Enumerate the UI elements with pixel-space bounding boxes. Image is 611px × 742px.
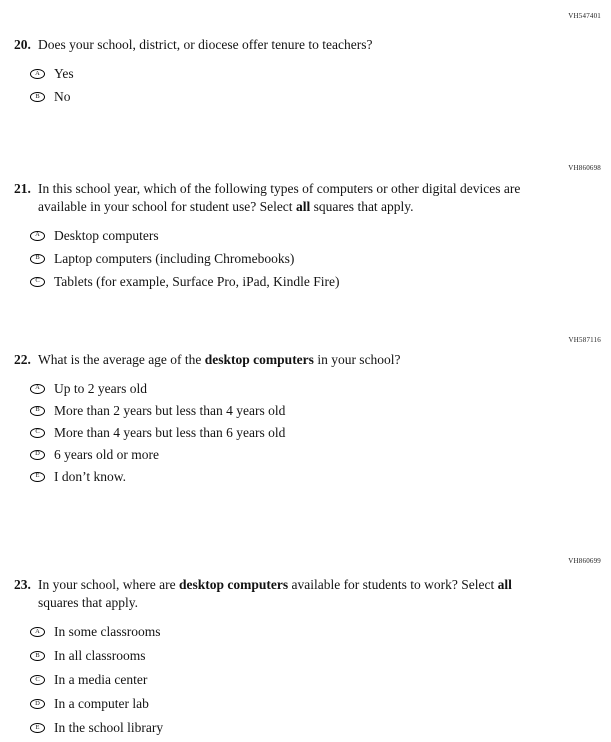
- answer-oval-icon[interactable]: B: [30, 651, 45, 661]
- question-text-part: desktop computers: [204, 352, 314, 367]
- options-list: [30, 63, 543, 109]
- answer-oval-icon[interactable]: C: [30, 428, 45, 438]
- answer-option[interactable]: [30, 400, 543, 422]
- answer-option[interactable]: [30, 270, 543, 293]
- option-label: In a media center: [54, 672, 148, 688]
- answer-option[interactable]: [30, 378, 543, 400]
- answer-oval-icon[interactable]: E: [30, 472, 45, 482]
- answer-option[interactable]: [30, 620, 543, 644]
- answer-oval-icon[interactable]: E: [30, 723, 45, 733]
- options-list: [30, 620, 543, 740]
- option-label: In the school library: [54, 720, 164, 736]
- answer-oval-icon[interactable]: D: [30, 450, 45, 460]
- option-label: No: [54, 89, 71, 105]
- answer-option[interactable]: [30, 63, 543, 86]
- answer-option[interactable]: [30, 422, 543, 444]
- answer-oval-icon[interactable]: D: [30, 699, 45, 709]
- option-label: Tablets (for example, Surface Pro, iPad, Kindle Fire): [54, 273, 340, 289]
- question-text-part: all: [497, 577, 512, 592]
- option-label: More than 2 years but less than 4 years old: [54, 402, 286, 418]
- option-label: Up to 2 years old: [54, 380, 147, 396]
- question-number: 21.: [14, 181, 31, 196]
- question-text-part: desktop computers: [178, 577, 289, 592]
- question-text: [38, 36, 543, 54]
- answer-oval-icon[interactable]: A: [30, 384, 45, 394]
- answer-option[interactable]: [30, 644, 543, 668]
- question-text: [38, 351, 543, 369]
- question-text-part: available for students to work? Select: [288, 577, 498, 592]
- answer-oval-icon[interactable]: A: [30, 627, 45, 637]
- answer-oval-icon[interactable]: B: [30, 406, 45, 416]
- answer-option[interactable]: [30, 247, 543, 270]
- option-label: 6 years old or more: [54, 446, 159, 462]
- answer-option[interactable]: [30, 444, 543, 466]
- question-text: [38, 576, 543, 611]
- answer-option[interactable]: [30, 86, 543, 109]
- question-text-part: What is the average age of the: [38, 352, 205, 367]
- question-text-part: squares that apply.: [310, 198, 414, 214]
- question-text-part: in your school?: [313, 352, 401, 367]
- option-label: Yes: [54, 66, 74, 82]
- item-code: VH547401: [568, 12, 601, 20]
- answer-oval-icon[interactable]: B: [30, 254, 45, 264]
- options-list: [30, 378, 543, 488]
- item-code: VH587116: [568, 336, 601, 344]
- question-number: 20.: [14, 37, 31, 52]
- options-list: [30, 224, 543, 293]
- option-label: Laptop computers (including Chromebooks): [54, 250, 295, 266]
- question-number: 22.: [14, 352, 31, 367]
- answer-option[interactable]: [30, 466, 543, 488]
- option-label: In some classrooms: [54, 624, 161, 640]
- answer-oval-icon[interactable]: A: [30, 231, 45, 241]
- answer-option[interactable]: [30, 668, 543, 692]
- answer-oval-icon[interactable]: C: [30, 277, 45, 287]
- question-number: 23.: [14, 577, 31, 592]
- item-code: VH860698: [568, 164, 601, 172]
- answer-option[interactable]: [30, 692, 543, 716]
- question-20: [14, 36, 543, 109]
- option-label: In all classrooms: [54, 648, 146, 664]
- question-text-part: squares that apply.: [38, 594, 138, 610]
- answer-option[interactable]: [30, 716, 543, 740]
- question-text: [38, 180, 543, 215]
- option-label: In a computer lab: [54, 696, 149, 712]
- question-text-part: In your school, where are: [38, 577, 179, 592]
- item-code: VH860699: [568, 557, 601, 565]
- answer-oval-icon[interactable]: C: [30, 675, 45, 685]
- question-text-part: In this school year, which of the following types of computers or other digital devices are available in your school for student use? Select: [38, 181, 521, 214]
- question-text-part: Does your school, district, or diocese offer tenure to teachers?: [38, 37, 373, 52]
- question-22: [14, 351, 543, 488]
- answer-option[interactable]: [30, 224, 543, 247]
- option-label: I don’t know.: [54, 468, 126, 484]
- option-label: Desktop computers: [54, 227, 159, 243]
- answer-oval-icon[interactable]: B: [30, 92, 45, 102]
- question-21: [14, 180, 543, 293]
- answer-oval-icon[interactable]: A: [30, 69, 45, 79]
- option-label: More than 4 years but less than 6 years old: [54, 424, 286, 440]
- question-text-part: all: [295, 198, 311, 214]
- question-23: [14, 576, 543, 740]
